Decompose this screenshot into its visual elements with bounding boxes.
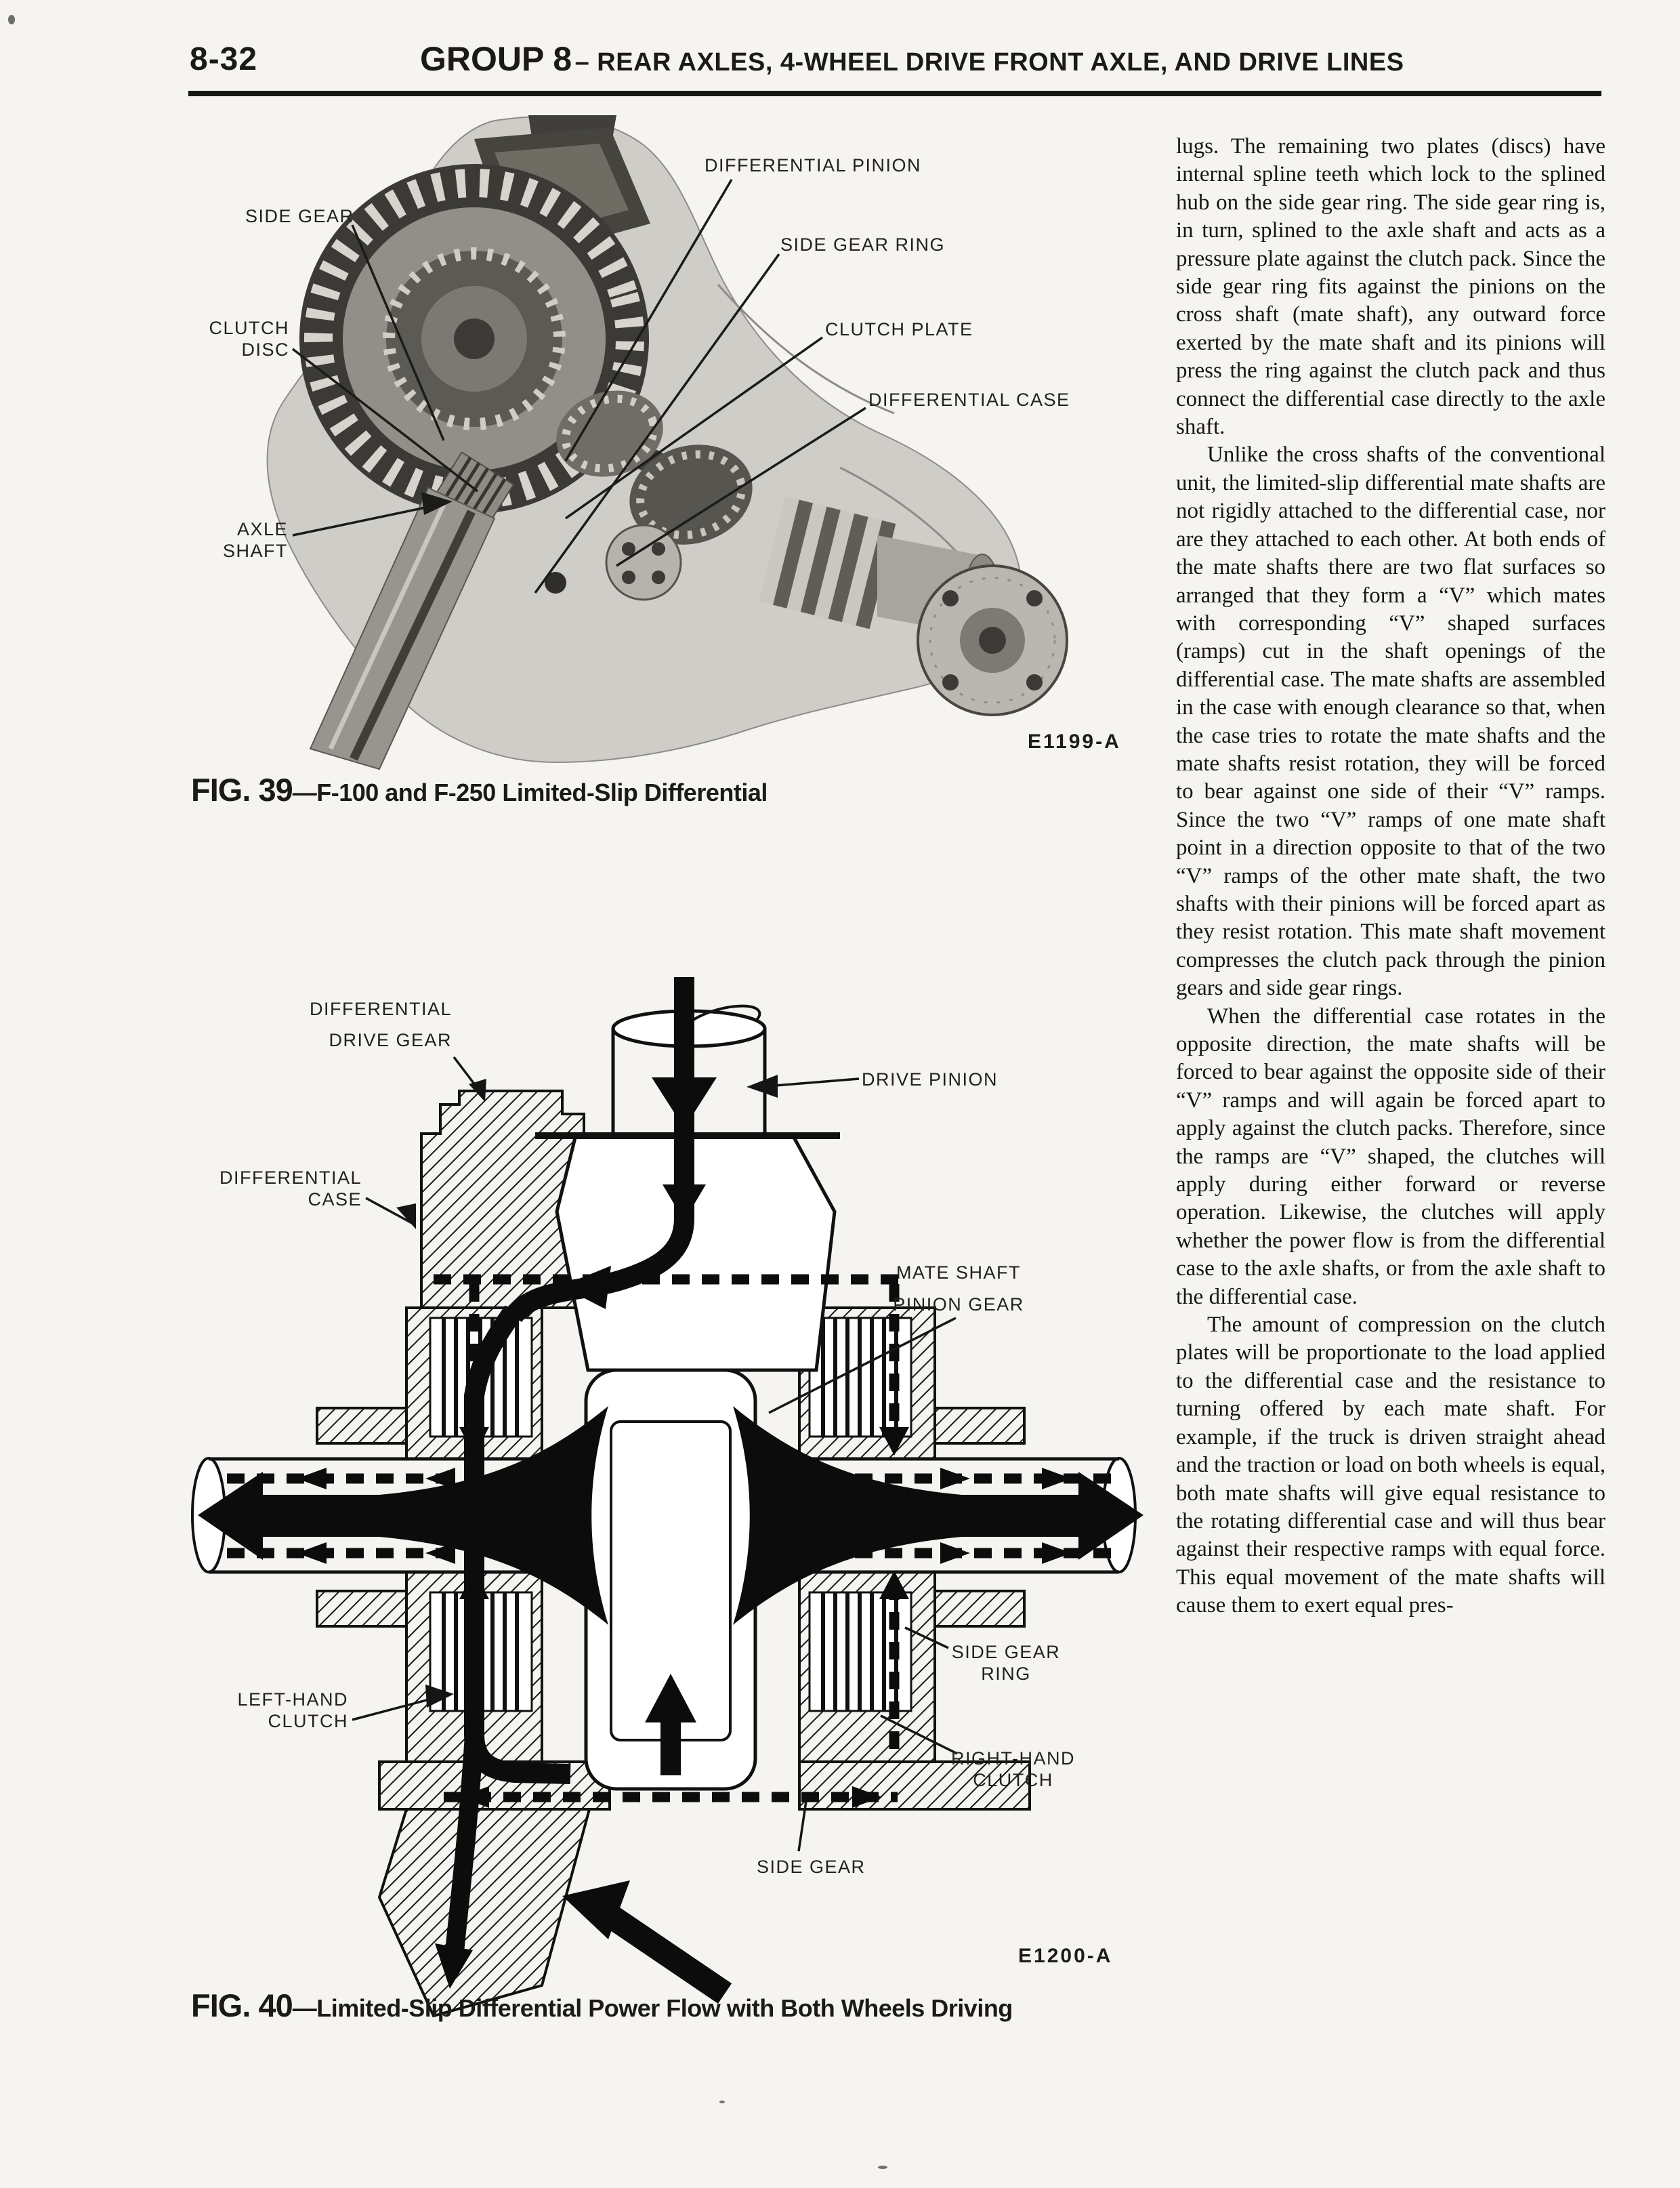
fig39-label-axle-shaft-line2: SHAFT xyxy=(222,541,288,561)
fig40-label-differential-drive-gear xyxy=(281,993,452,1056)
header-group: GROUP 8 xyxy=(420,40,572,78)
fig39-caption-prefix: FIG. 39 xyxy=(191,772,293,808)
fig40-label-left-hand-clutch-line2: CLUTCH xyxy=(268,1711,348,1731)
fig39-label-side-gear: SIDE GEAR xyxy=(245,206,354,226)
fig39-caption xyxy=(191,771,768,808)
fig39-label-axle-shaft xyxy=(152,518,288,562)
page-number: 8-32 xyxy=(190,41,258,77)
fig40-label-mate-shaft-pinion-gear-line2: PINION GEAR xyxy=(893,1294,1024,1315)
fig40-label-differential-drive-gear-line2: DRIVE GEAR xyxy=(329,1030,452,1050)
fig40-label-differential-case-line1: DIFFERENTIAL xyxy=(219,1168,362,1188)
fig40-label-right-hand-clutch xyxy=(947,1748,1079,1791)
fig40-label-side-gear: SIDE GEAR xyxy=(757,1857,866,1877)
fig40-label-differential-case-line2: CASE xyxy=(308,1189,362,1210)
fig40-code: E1200-A xyxy=(1018,1945,1113,1967)
page-header xyxy=(420,39,1404,79)
fig40-label-left-hand-clutch-line1: LEFT-HAND xyxy=(237,1689,348,1710)
fig40-label-differential-case xyxy=(191,1167,362,1210)
fig39-label-side-gear-ring: SIDE GEAR RING xyxy=(780,234,946,255)
paragraph-4: The amount of compression on the clutch plates will be proportionate to the load applied to the differential case and the resistance to turning offered by each mate shaft. For example, if the truck is driven straight ahead and the traction or load on both wheels is equal, both mate shafts will give equal resistance to the rotating differential case and will thus bear against their respective ramps with equal force. This equal movement of the mate shafts will cause them to exert equal pres- xyxy=(1176,1313,1605,1618)
fig39-label-axle-shaft-line1: AXLE xyxy=(236,519,288,539)
body-text-column xyxy=(1176,133,1605,1620)
fig40-label-side-gear-ring-line2: RING xyxy=(981,1664,1031,1684)
fig40-caption-text: —Limited-Slip Differential Power Flow with Both Wheels Driving xyxy=(292,1994,1013,2022)
paragraph-1: lugs. The remaining two plates (discs) have internal spline teeth which lock to the splined hub on the side gear ring. The side gear ring is, in turn, splined to the axle shaft and acts as a pressure plate against the clutch pack. Since the side gear ring fits against the pinions on the cross shaft (mate shaft), any outward force exerted by the mate shaft and its pinions will press the ring against the clutch pack and thus connect the differential case directly to the axle shaft. xyxy=(1176,134,1605,440)
fig40-artwork xyxy=(156,969,1172,2033)
paper-speck xyxy=(878,2166,887,2169)
fig40-caption-prefix: FIG. 40 xyxy=(191,1987,293,2023)
fig39-label-differential-pinion: DIFFERENTIAL PINION xyxy=(705,155,922,176)
fig40-label-differential-drive-gear-line1: DIFFERENTIAL xyxy=(309,999,452,1019)
fig40-label-side-gear-ring xyxy=(938,1641,1074,1685)
fig40-label-left-hand-clutch xyxy=(213,1689,348,1732)
paper-speck xyxy=(8,15,15,24)
fig39-label-clutch-plate: CLUTCH PLATE xyxy=(825,319,973,339)
fig40-caption xyxy=(191,1987,1013,2024)
fig39-label-differential-case: DIFFERENTIAL CASE xyxy=(868,390,1070,410)
fig39-label-clutch-disc xyxy=(154,317,289,360)
header-title: – REAR AXLES, 4-WHEEL DRIVE FRONT AXLE, AND DRIVE LINES xyxy=(574,48,1404,77)
paragraph-2: Unlike the cross shafts of the conventional unit, the limited-slip differential mate shafts are not rigidly attached to the differential case, nor are they attached to each other. At both ends of the mate shafts there are two flat surfaces so arranged that they form a “V” which mates with corresponding “V” shaped surfaces (ramps) cut in the shaft openings of the differential case. The mate shafts are assembled in the case with enough clearance so that, when the case tries to rotate the mate shafts and the mate shafts resist rotation, they will be forced to bear against one side of their “V” ramps. Since the two “V” ramps of one mate shaft point in a direction opposite to that of the two “V” ramps of the other mate shaft, the two shafts with their pinions will be forced apart as they resist rotation. This mate shaft movement compresses the clutch pack through the pinion gears and side gear rings. xyxy=(1176,442,1605,1001)
fig39-caption-text: —F-100 and F-250 Limited-Slip Differential xyxy=(292,779,768,806)
fig39-label-clutch-disc-line1: CLUTCH xyxy=(209,318,289,338)
fig39-code: E1199-A xyxy=(1028,730,1121,753)
fig40-label-right-hand-clutch-line1: RIGHT-HAND xyxy=(951,1748,1075,1769)
fig40-label-drive-pinion: DRIVE PINION xyxy=(862,1069,999,1090)
fig40-label-right-hand-clutch-line2: CLUTCH xyxy=(973,1770,1053,1790)
fig39-label-clutch-disc-line2: DISC xyxy=(241,339,289,360)
paragraph-3: When the differential case rotates in the opposite direction, the mate shafts will be forced to bear against the opposite side of their “V” ramps and will again be forced apart to apply against the clutch packs. Therefore, since the ramps are “V” shaped, the clutches will apply during either forward or reverse operation. Likewise, the clutches will apply whether the power flow is from the differential case to the axle shafts, or from the axle shaft to the differential case. xyxy=(1176,1004,1605,1309)
header-rule xyxy=(188,91,1601,96)
paper-speck xyxy=(719,2101,725,2103)
fig40-label-side-gear-ring-line1: SIDE GEAR xyxy=(951,1642,1061,1662)
fig40-label-mate-shaft-pinion-gear-line1: MATE SHAFT xyxy=(896,1262,1021,1283)
fig40-label-mate-shaft-pinion-gear xyxy=(874,1257,1043,1321)
